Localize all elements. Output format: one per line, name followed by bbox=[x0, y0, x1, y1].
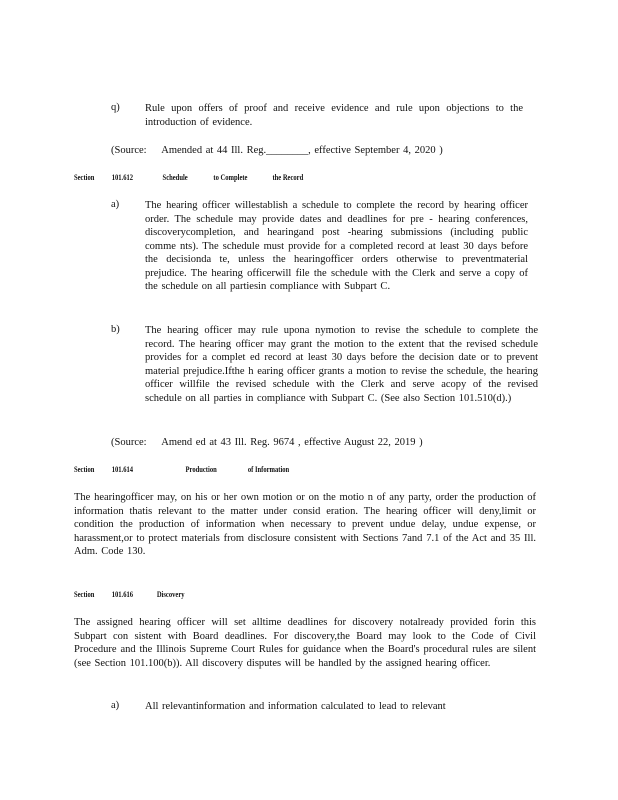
source-note-text: Amended at 44 Ill. Reg.________, effective September 4, 2020 ) bbox=[161, 145, 443, 156]
item-616-a-text: All relevantinformation and information calculated to lead to relevant bbox=[145, 701, 446, 712]
section-title-part: of Information bbox=[247, 465, 290, 474]
source-note-2 bbox=[111, 436, 423, 450]
source-note-text: Amend ed at 43 Ill. Reg. 9674 , effective August 22, 2019 ) bbox=[161, 437, 423, 448]
section-number: 101.612 bbox=[111, 173, 134, 182]
section-614-body: The hearingofficer may, on his or her own motion or on the motio n of any party, order the production of information thatis relevant to the matter under consid eration. The hearing officer will deny,limit or condition the production of information when necessary to prevent undue delay, undue expense, or harassment,or to protect materials from disclosure consistent with Sections 7and 7.1 of the Act and 35 Ill. Adm. Code 130. bbox=[74, 492, 536, 557]
item-616-a-label: a) bbox=[111, 700, 120, 711]
item-q-label: q) bbox=[111, 102, 120, 113]
section-title-part: Schedule bbox=[162, 173, 188, 182]
section-title-part: Production bbox=[185, 465, 217, 474]
item-612-b-label: b) bbox=[111, 324, 120, 335]
item-612-a-text: The hearing officer willestablish a schedule to complete the record by hearing officer order. The schedule may provide dates and deadlines for pre - hearing conferences, discoverycompletion, and hearingand post -hearing submissions (including public comme nts). The schedule must provide for a completed record at least 30 days before the decisionda te, unless the hearingofficer orders otherwise to preventmaterial prejudice. The hearing officerwill file the schedule with the Clerk and serve a copy of the schedule on all partiesin compliance with Subpart C. bbox=[145, 200, 528, 292]
section-title-part: Discovery bbox=[156, 590, 185, 599]
source-note-prefix: (Source: bbox=[111, 145, 147, 156]
item-q-text: Rule upon offers of proof and receive evidence and rule upon objections to the introduction of evidence. bbox=[145, 103, 523, 128]
section-word: Section bbox=[74, 465, 95, 474]
item-612-b-text: The hearing officer may rule upona nymotion to revise the schedule to complete the record. The hearing officer may grant the motion to the extent that the revised schedule provides for a complet ed record at least 30 days before the decision date or to prevent material prejudice.Ifthe h earing officer grants a motion to revise the schedule, the hearing officer willfile the revised schedule with the Clerk and serve acopy of the revised schedule on all parties in compliance with Subpart C. (See also Section 101.510(d).) bbox=[145, 325, 538, 404]
source-note-1 bbox=[111, 144, 443, 158]
section-title-part: the Record bbox=[272, 173, 304, 182]
source-note-prefix: (Source: bbox=[111, 437, 147, 448]
section-title-part: to Complete bbox=[213, 173, 248, 182]
section-word: Section bbox=[74, 590, 95, 599]
item-612-a-label: a) bbox=[111, 199, 120, 210]
section-number: 101.614 bbox=[111, 465, 134, 474]
section-heading-612 bbox=[74, 173, 303, 182]
section-heading-616 bbox=[74, 590, 185, 599]
section-heading-614 bbox=[74, 465, 289, 474]
section-616-body: The assigned hearing officer will set alltime deadlines for discovery notalready provided forin this Subpart con sistent with Board deadlines. For discovery,the Board may look to the Code of Civil Procedure and the Illinois Supreme Court Rules for guidance when the Board's procedural rules are silent (see Section 101.100(b)). All discovery disputes will be handled by the assigned hearing officer. bbox=[74, 617, 536, 669]
section-number: 101.616 bbox=[111, 590, 134, 599]
section-word: Section bbox=[74, 173, 95, 182]
